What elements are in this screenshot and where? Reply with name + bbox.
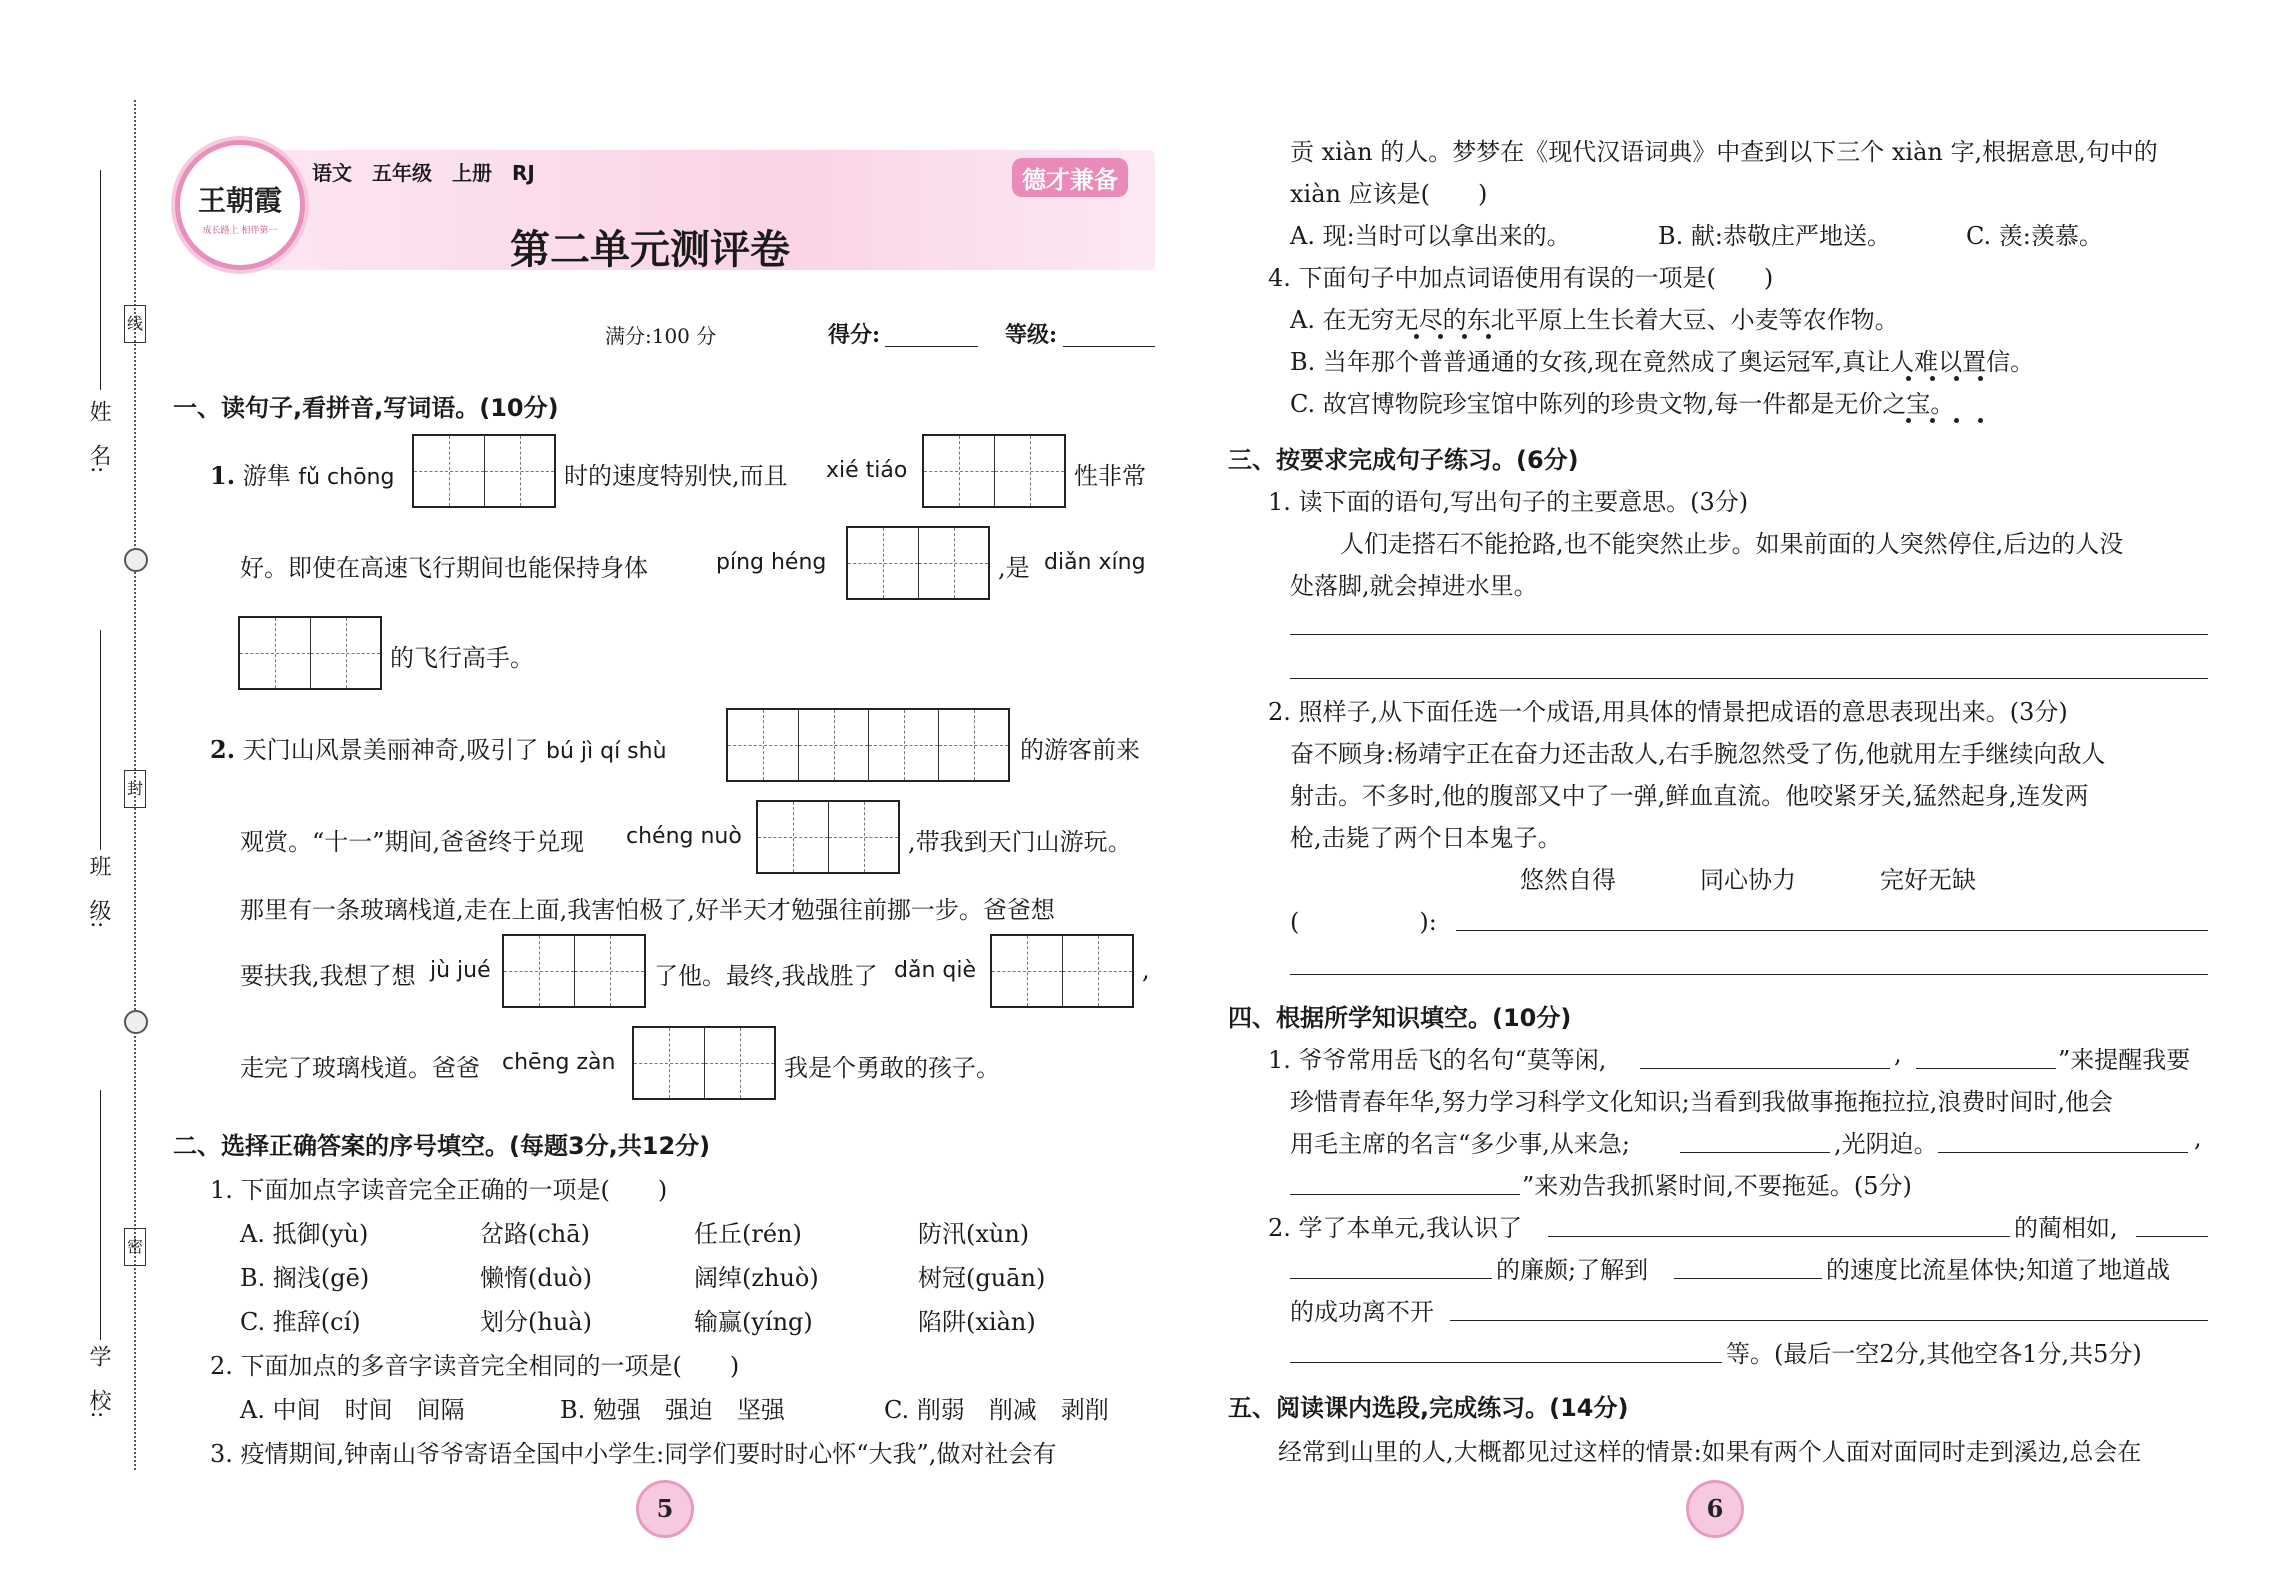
passage-text: 奋不顾身:杨靖宇正在奋力还击敌人,右手腕忽然受了伤,他就用左手继续向敌人	[1290, 740, 2106, 768]
option: 阔绰(zhuò)	[694, 1264, 819, 1292]
text: ,光阴迫。	[1834, 1130, 1938, 1158]
emphasis-dot	[1414, 334, 1419, 339]
option: A. 抵御(yù)	[240, 1220, 369, 1248]
fill-blank[interactable]	[1290, 1278, 1492, 1279]
text: 了他。最终,我战胜了	[654, 962, 878, 990]
option: B. 搁浅(gē)	[240, 1264, 370, 1292]
text: 的廉颇;了解到	[1496, 1256, 1649, 1284]
subject-info: 语文 五年级 上册 RJ	[312, 161, 535, 185]
fill-blank[interactable]	[2136, 1236, 2208, 1237]
emphasis-dot	[1930, 418, 1935, 423]
fill-blank[interactable]	[1548, 1236, 2010, 1237]
option: 输赢(yíng)	[694, 1308, 813, 1336]
passage-text: 经常到山里的人,大概都见过这样的情景:如果有两个人面对面同时走到溪边,总会在	[1278, 1438, 2142, 1466]
pinyin: bú jì qí shù	[545, 739, 667, 764]
option: B. 当年那个普普通通的女孩,现在竟然成了奥运冠军,真让人难以置信。	[1290, 348, 2035, 376]
fill-blank[interactable]	[1450, 1320, 2208, 1321]
answer-grid[interactable]	[238, 616, 382, 690]
grade-field[interactable]	[1063, 346, 1155, 347]
passage-text: 枪,击毙了两个日本鬼子。	[1290, 824, 1562, 852]
option: C. 推辞(cí)	[240, 1308, 361, 1336]
answer-grid[interactable]	[990, 934, 1134, 1008]
fill-blank[interactable]	[1916, 1068, 2056, 1069]
secret-marker: 密	[124, 1228, 146, 1266]
text: 好。即使在高速飞行期间也能保持身体	[240, 554, 648, 582]
option: 划分(huà)	[480, 1308, 592, 1336]
pinyin: fǔ chōng	[298, 465, 395, 490]
seal-marker: 封	[124, 770, 146, 808]
text: ,	[1142, 956, 1150, 984]
score-field[interactable]	[885, 346, 978, 347]
answer-grid[interactable]	[726, 708, 1010, 782]
text: 的速度比流星体快;知道了地道战	[1826, 1256, 2171, 1284]
answer-grid[interactable]	[756, 800, 900, 874]
option: B. 勉强 强迫 坚强	[560, 1396, 785, 1424]
answer-grid[interactable]	[632, 1026, 776, 1100]
question-number: 1.	[210, 461, 236, 490]
school-underline	[100, 1090, 101, 1340]
pinyin: jù jué	[430, 958, 491, 983]
logo-subtext: 成长路上 相伴第一	[202, 226, 278, 236]
answer-grid[interactable]	[846, 526, 990, 600]
text: ,是	[998, 554, 1030, 582]
answer-line[interactable]	[1456, 930, 2208, 931]
page-number-right: 6	[1686, 1480, 1744, 1538]
text: 的游客前来	[1020, 736, 1140, 764]
answer-grid[interactable]	[502, 934, 646, 1008]
emphasis-dot	[1978, 376, 1983, 381]
class-underline	[100, 630, 101, 850]
question-text: 贡 xiàn 的人。梦梦在《现代汉语词典》中查到以下三个 xiàn 字,根据意思,句中的	[1290, 138, 2158, 166]
emphasis-dot	[1906, 376, 1911, 381]
emphasis-dot	[1954, 418, 1959, 423]
passage-text: 处落脚,就会掉进水里。	[1290, 572, 1538, 600]
option: 防汛(xùn)	[918, 1220, 1030, 1248]
idiom-blank-label: ( ):	[1290, 908, 1437, 936]
emphasis-dot	[1954, 376, 1959, 381]
text: 那里有一条玻璃栈道,走在上面,我害怕极了,好半天才勉强往前挪一步。爸爸想	[240, 896, 1055, 924]
name-underline	[100, 170, 101, 390]
idiom-option: 同心协力	[1700, 866, 1796, 894]
fill-blank[interactable]	[1938, 1152, 2188, 1153]
text: ”来提醒我要	[2058, 1046, 2191, 1074]
emphasis-dot	[1438, 334, 1443, 339]
s1-q1-line1	[210, 456, 394, 491]
question-text: xiàn 应该是( )	[1290, 180, 1488, 208]
option: 任丘(rén)	[694, 1220, 802, 1248]
option: B. 献:恭敬庄严地送。	[1658, 222, 1891, 250]
idiom-option: 悠然自得	[1520, 866, 1616, 894]
pinyin: chéng nuò	[626, 824, 742, 849]
text: 走完了玻璃栈道。爸爸	[240, 1054, 480, 1082]
pinyin: dǎn qiè	[894, 958, 976, 983]
option: 懒惰(duò)	[480, 1264, 592, 1292]
fill-blank[interactable]	[1674, 1278, 1822, 1279]
binder-hole-icon	[124, 1010, 148, 1034]
text: 游隼	[242, 462, 291, 490]
school-label: 学 校:	[86, 1345, 111, 1419]
answer-line[interactable]	[1290, 678, 2208, 679]
answer-grid[interactable]	[922, 434, 1066, 508]
section-3-title: 三、按要求完成句子练习。(6分)	[1228, 446, 1579, 474]
option: 岔路(chā)	[480, 1220, 590, 1248]
text: ,	[2194, 1124, 2202, 1152]
text: 我是个勇敢的孩子。	[784, 1054, 1000, 1082]
section-5-title: 五、阅读课内选段,完成练习。(14分)	[1228, 1394, 1629, 1422]
text: 要扶我,我想了想	[240, 962, 416, 990]
grade-label: 等级:	[1005, 322, 1058, 348]
answer-line[interactable]	[1290, 974, 2208, 975]
binder-hole-icon	[124, 548, 148, 572]
question-stem: 1. 下面加点字读音完全正确的一项是( )	[210, 1176, 668, 1204]
s1-q2-line1	[210, 730, 667, 765]
question-text: 2. 学了本单元,我认识了	[1268, 1214, 1523, 1242]
text: 天门山风景美丽神奇,吸引了	[242, 736, 539, 764]
question-number: 2.	[210, 735, 236, 764]
page-number-left: 5	[636, 1480, 694, 1538]
question-text: 1. 爷爷常用岳飞的名句“莫等闲,	[1268, 1046, 1607, 1074]
question-stem: 4. 下面句子中加点词语使用有误的一项是( )	[1268, 264, 1774, 292]
option: C. 故宫博物院珍宝馆中陈列的珍贵文物,每一件都是无价之宝。	[1290, 390, 1955, 418]
pinyin: chēng zàn	[502, 1050, 616, 1075]
option: A. 在无穷无尽的东北平原上生长着大豆、小麦等农作物。	[1290, 306, 1899, 334]
badge-label: 德才兼备	[1012, 158, 1128, 197]
text: 等。(最后一空2分,其他空各1分,共5分)	[1726, 1340, 2142, 1368]
emphasis-dot	[1930, 376, 1935, 381]
emphasis-dot	[1462, 334, 1467, 339]
text: ,带我到天门山游玩。	[908, 828, 1132, 856]
option: C. 削弱 削减 剥削	[884, 1396, 1109, 1424]
question-text: 珍惜青春年华,努力学习科学文化知识;当看到我做事拖拖拉拉,浪费时间时,他会	[1290, 1088, 2113, 1116]
text: 的成功离不开	[1290, 1298, 1434, 1326]
idiom-option: 完好无缺	[1880, 866, 1976, 894]
section-1-title: 一、读句子,看拼音,写词语。(10分)	[173, 394, 559, 422]
fill-blank[interactable]	[1290, 1194, 1520, 1195]
text: ,	[1894, 1040, 1902, 1068]
score-label: 得分:	[828, 322, 881, 348]
option: 陷阱(xiàn)	[918, 1308, 1036, 1336]
logo-text: 王朝霞	[197, 184, 282, 217]
logo	[175, 140, 305, 270]
option: C. 羡:羡慕。	[1966, 222, 2103, 250]
question-stem: 2. 照样子,从下面任选一个成语,用具体的情景把成语的意思表现出来。(3分)	[1268, 698, 2068, 726]
question-stem: 2. 下面加点的多音字读音完全相同的一项是( )	[210, 1352, 740, 1380]
option: 树冠(guān)	[918, 1264, 1046, 1292]
section-4-title: 四、根据所学知识填空。(10分)	[1228, 1004, 1572, 1032]
emphasis-dot	[1906, 418, 1911, 423]
fill-blank[interactable]	[1640, 1068, 1890, 1069]
pinyin: píng héng	[716, 550, 827, 575]
pinyin: xié tiáo	[826, 458, 908, 483]
name-label: 姓 名:	[86, 400, 111, 474]
text: 时的速度特别快,而且	[564, 462, 788, 490]
text: 观赏。“十一”期间,爸爸终于兑现	[240, 828, 585, 856]
text: 的飞行高手。	[390, 644, 534, 672]
question-text: 用毛主席的名言“多少事,从来急;	[1290, 1130, 1630, 1158]
answer-grid[interactable]	[412, 434, 556, 508]
fill-blank[interactable]	[1680, 1152, 1830, 1153]
answer-line[interactable]	[1290, 634, 2208, 635]
passage-text: 人们走搭石不能抢路,也不能突然止步。如果前面的人突然停住,后边的人没	[1340, 530, 2124, 558]
page-title: 第二单元测评卷	[510, 227, 790, 273]
section-2-title: 二、选择正确答案的序号填空。(每题3分,共12分)	[173, 1132, 711, 1160]
question-stem: 1. 读下面的语句,写出句子的主要意思。(3分)	[1268, 488, 1749, 516]
line-marker: 线	[124, 305, 146, 343]
text: 性非常	[1074, 462, 1146, 490]
option: A. 现:当时可以拿出来的。	[1290, 222, 1571, 250]
option: A. 中间 时间 间隔	[240, 1396, 465, 1424]
pinyin: diǎn xíng	[1044, 550, 1146, 575]
fill-blank[interactable]	[1290, 1362, 1722, 1363]
text: 的蔺相如,	[2014, 1214, 2118, 1242]
passage-text: 射击。不多时,他的腹部又中了一弹,鲜血直流。他咬紧牙关,猛然起身,连发两	[1290, 782, 2089, 810]
emphasis-dot	[1486, 334, 1491, 339]
question-stem: 3. 疫情期间,钟南山爷爷寄语全国中小学生:同学们要时时心怀“大我”,做对社会有	[210, 1440, 1057, 1468]
class-label: 班 级:	[86, 855, 111, 929]
full-score: 满分:100 分	[605, 324, 717, 348]
emphasis-dot	[1978, 418, 1983, 423]
question-text: ”来劝告我抓紧时间,不要拖延。(5分)	[1522, 1172, 1912, 1200]
